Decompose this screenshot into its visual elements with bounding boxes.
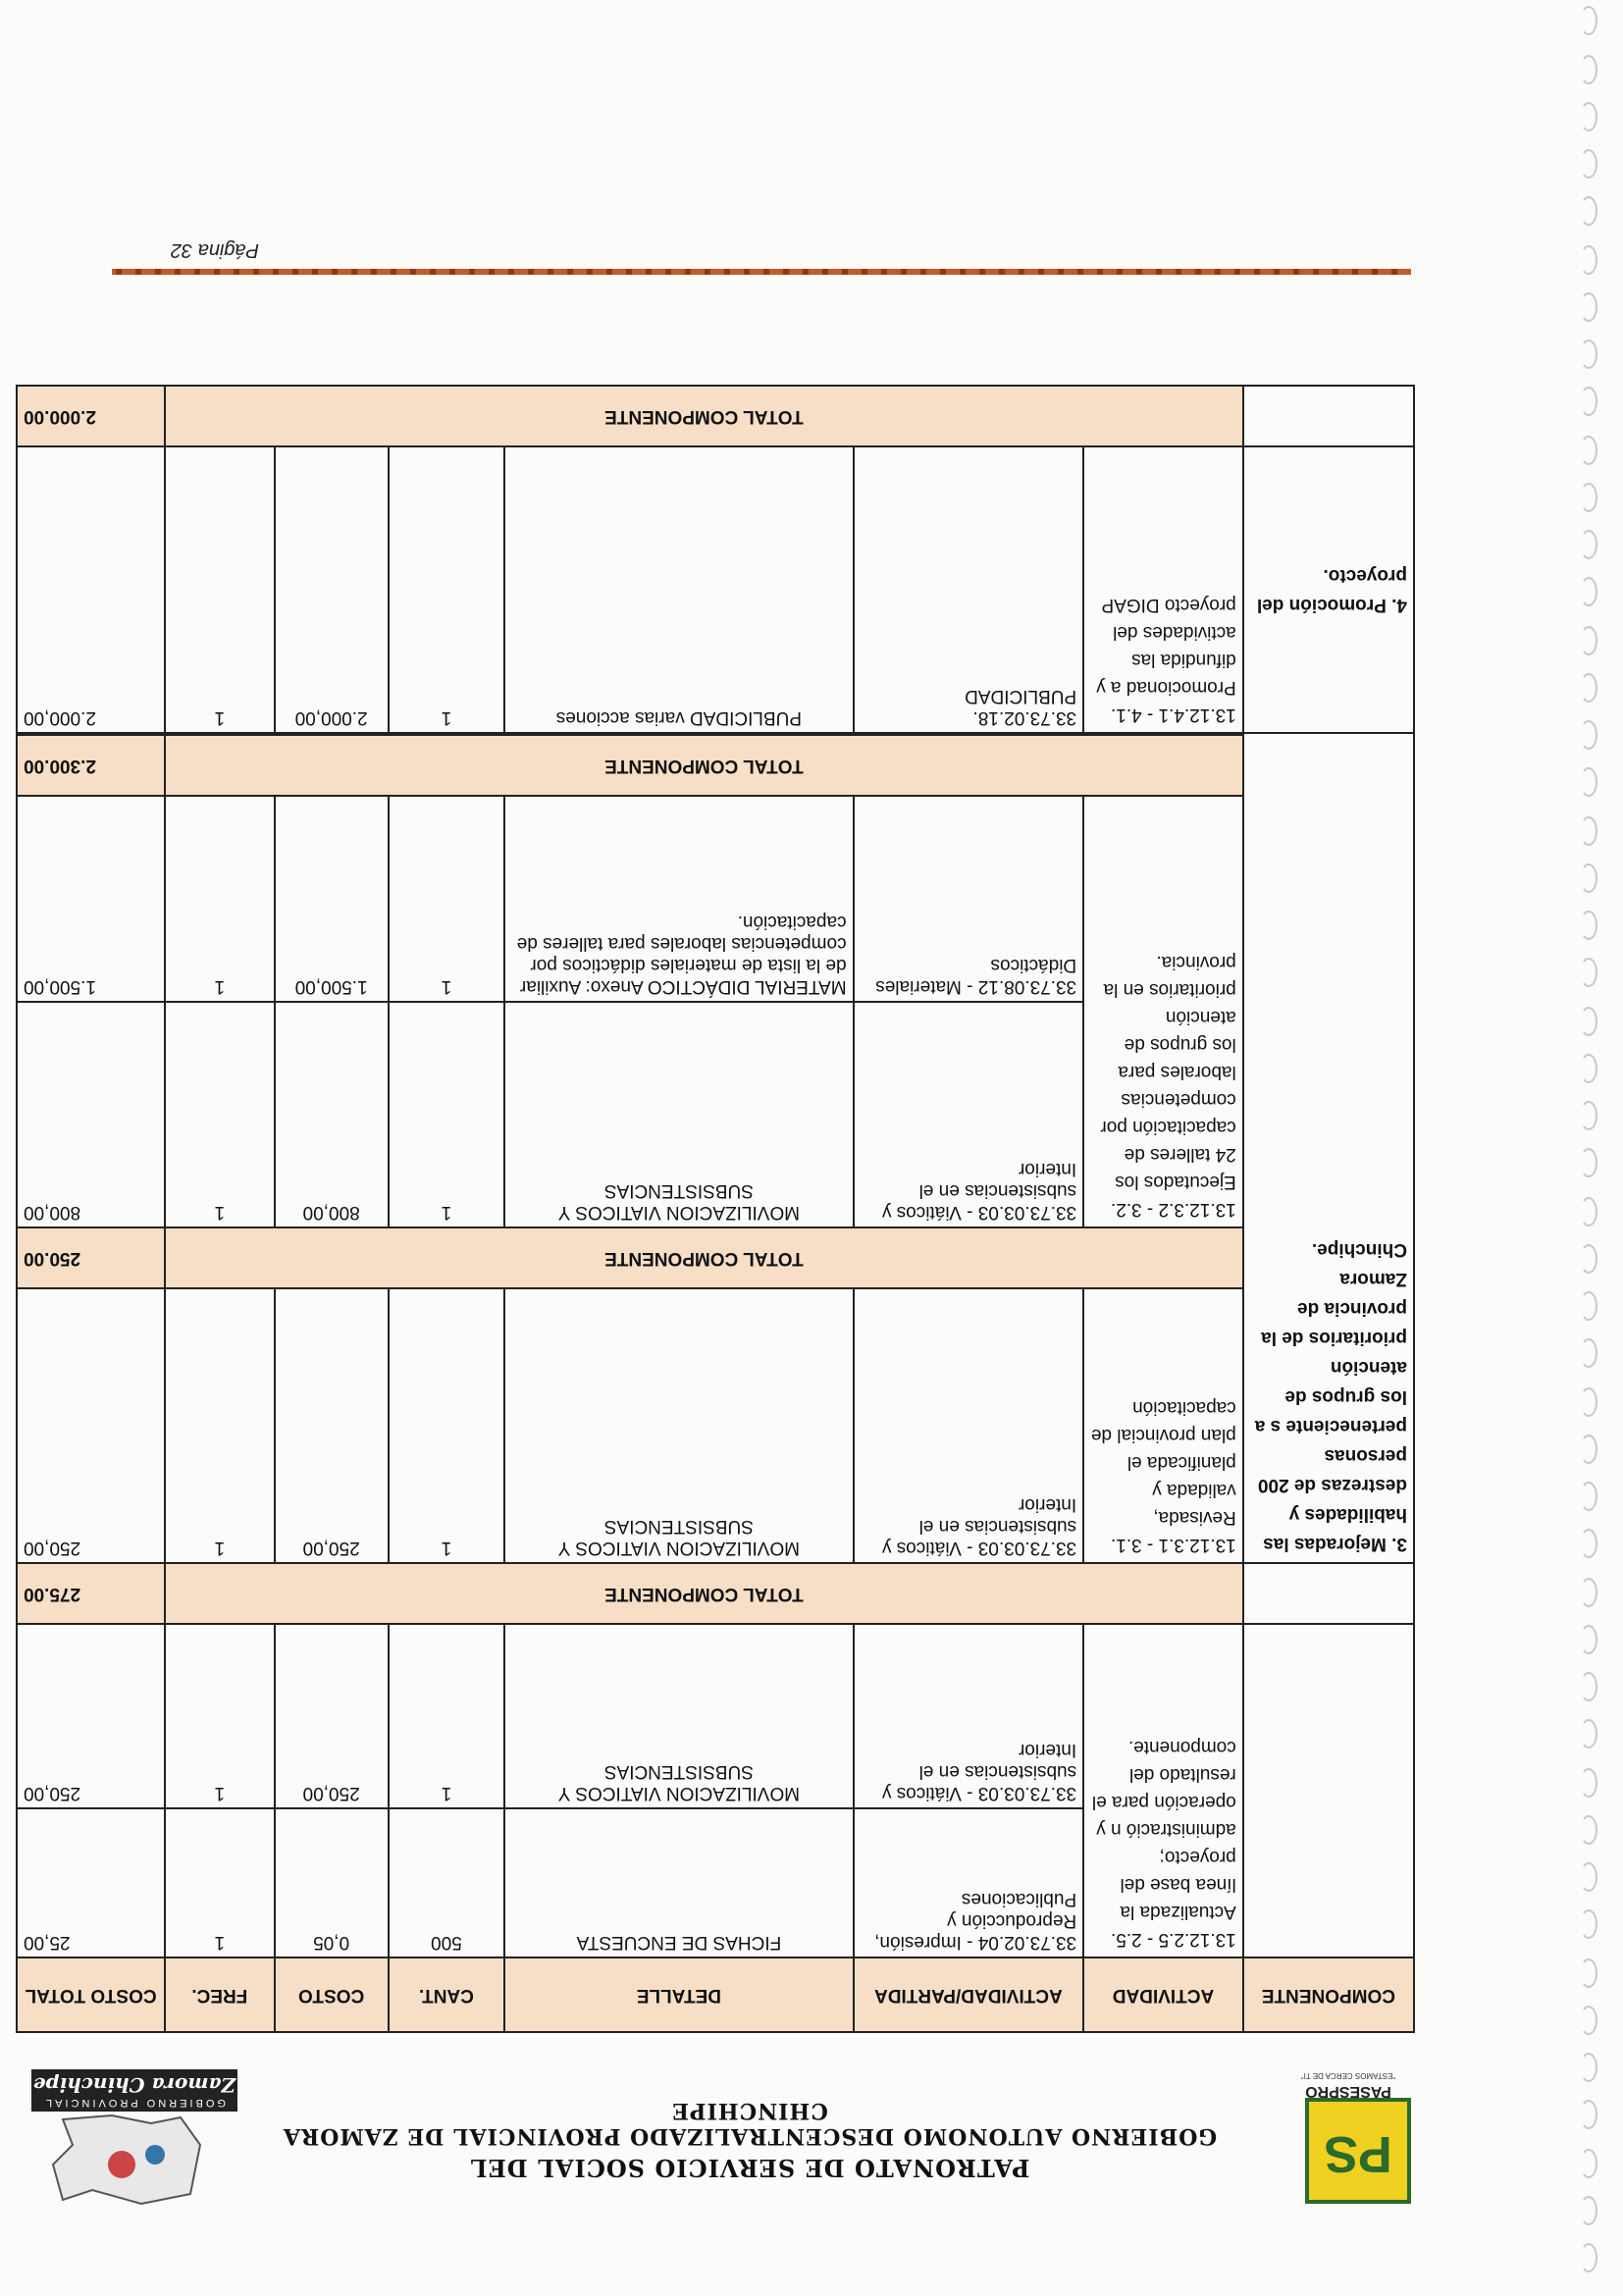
total-label: TOTAL COMPONENTE [165, 1563, 1243, 1624]
costo-cell: 2.000,00 [275, 446, 389, 733]
detalle-cell: FICHAS DE ENCUESTA [504, 1808, 853, 1957]
frec-cell: 1 [165, 1002, 275, 1227]
col-costo-total: COSTO TOTAL [17, 1957, 165, 2032]
pasespro-logo-icon [1299, 2092, 1417, 2210]
componente-cell [1243, 1624, 1414, 1957]
partida-cell: 33.73.03.03 - Viáticos y subsistencias en el Interior [854, 1002, 1084, 1227]
col-componente: COMPONENTE [1243, 1957, 1414, 2032]
actividad-cell: 13.12.3.2 - 3.2. Ejecutados los 24 talleres de capacitación por competencias laborales para los grupos de atención prioritarios en la provincia. [1083, 796, 1243, 1227]
col-cant: CANT. [389, 1957, 504, 2032]
frec-cell: 1 [165, 1288, 275, 1563]
col-partida: ACTIVIDAD/PARTIDA [854, 1957, 1084, 2032]
col-costo: COSTO [275, 1957, 389, 2032]
total-cell: 800,00 [17, 1002, 165, 1227]
componente-cell [1243, 1563, 1414, 1624]
col-actividad: ACTIVIDAD [1083, 1957, 1243, 2032]
cant-cell: 500 [389, 1808, 504, 1957]
cant-cell: 1 [389, 1624, 504, 1808]
page-number: Página 32 [170, 239, 259, 261]
frec-cell: 1 [165, 1808, 275, 1957]
costo-cell: 1.500,00 [275, 796, 389, 1002]
actividad-cell: 13.12.3.1 - 3.1. Revisada, validada y planificada el plan provincial de capacitación [1083, 1288, 1243, 1563]
pasespro-tagline: "ESTAMOS CERCA DE TI" [1300, 2071, 1396, 2080]
costo-cell: 250,00 [275, 1288, 389, 1563]
total-cell: 250,00 [17, 1624, 165, 1808]
total-value: 2.000.00 [17, 386, 165, 446]
total-value: 250.00 [17, 1227, 165, 1288]
partida-cell: 33.73.08.12 - Materiales Didácticos [854, 796, 1084, 1002]
detalle-cell: MOVILIZACION VIATICOS Y SUBSISTENCIAS [504, 1624, 853, 1808]
gobierno-provincial-badge [31, 2069, 237, 2112]
total-row [17, 1227, 1414, 1288]
total-value: 2.300.00 [17, 735, 165, 796]
componente-cell [1243, 386, 1414, 446]
table-header-row [17, 1957, 1414, 2032]
frec-cell: 1 [165, 1624, 275, 1808]
partida-cell: 33.73.03.03 - Viáticos y subsistencias en el Interior [854, 1624, 1084, 1808]
col-frec: FREC. [165, 1957, 275, 2032]
costo-cell: 250,00 [275, 1624, 389, 1808]
svg-text:PS: PS [1324, 2125, 1392, 2182]
detalle-cell: PUBLICIDAD varias acciones [504, 446, 853, 733]
total-label: TOTAL COMPONENTE [165, 735, 1243, 796]
total-cell: 25,00 [17, 1808, 165, 1957]
budget-table [16, 385, 1415, 2033]
costo-cell: 800,00 [275, 1002, 389, 1227]
partida-cell: 33.73.02.04 - Impresión, Reproducción y Publicaciones [854, 1808, 1084, 1957]
table-row [17, 1808, 1414, 1957]
pasespro-logo-text: PASESPRO [1305, 2083, 1391, 2100]
partida-cell: 33.73.03.03 - Viáticos y subsistencias en el Interior [854, 1288, 1084, 1563]
cant-cell: 1 [389, 796, 504, 1002]
cant-cell: 1 [389, 1288, 504, 1563]
total-row [17, 735, 1414, 796]
gobierno-label: GOBIERNO PROVINCIAL [43, 2097, 226, 2109]
detalle-cell: MOVILIZACION VIATICOS Y SUBSISTENCIAS [504, 1288, 853, 1563]
costo-cell: 0,05 [275, 1808, 389, 1957]
zamora-label: Zamora Chinchipe [32, 2073, 236, 2097]
detalle-cell: MOVILIZACION VIATICOS Y SUBSISTENCIAS [504, 1002, 853, 1227]
total-value: 275.00 [17, 1563, 165, 1624]
total-label: TOTAL COMPONENTE [165, 386, 1243, 446]
table-row [17, 446, 1414, 733]
partida-cell: 33.73.02.18. PUBLICIDAD [854, 446, 1084, 733]
header-title-line1: PATRONATO DE SERVICIO SOCIAL DEL [469, 2154, 1030, 2182]
header-title-line2: GOBIERNO AUTONOMO DESCENTRALIZADO PROVINCIAL DE ZAMORA CHINCHIPE [282, 2098, 1218, 2149]
frec-cell: 1 [165, 446, 275, 733]
total-row [17, 1563, 1414, 1624]
total-cell: 2.000,00 [17, 446, 165, 733]
componente-4-cell: 4. Promoción del proyecto. [1243, 446, 1414, 733]
col-detalle: DETALLE [504, 1957, 853, 2032]
frec-cell: 1 [165, 796, 275, 1002]
cant-cell: 1 [389, 446, 504, 733]
total-cell: 250,00 [17, 1288, 165, 1563]
table-row [17, 1288, 1414, 1563]
actividad-cell: 13.12.4.1 - 4.1. Promocionad a y difundida las actividades del proyecto DIGAP [1083, 446, 1243, 733]
actividad-cell: 13.12.2.5 - 2.5. Actualizada la línea base del proyecto; administració n y operación para el resultado del componente. [1083, 1624, 1243, 1957]
footer-rule [112, 269, 1411, 275]
table-row [17, 1002, 1414, 1227]
table-row [17, 733, 1414, 735]
cant-cell: 1 [389, 1002, 504, 1227]
componente-3-cell: 3. Mejoradas las habilidades y destrezas de 200 personas perteneciente s a los grupos de atención prioritarios de la provincia de Zamora Chinchipe. [1243, 733, 1414, 1563]
detalle-cell: MATERIAL DIDÁCTICO Anexo: Auxiliar de la lista de materiales didácticos por competencias laborales para talleres de capacitación. [504, 796, 853, 1002]
total-label: TOTAL COMPONENTE [165, 1227, 1243, 1288]
total-row [17, 386, 1414, 446]
total-cell: 1.500,00 [17, 796, 165, 1002]
page-header [14, 2070, 1417, 2218]
